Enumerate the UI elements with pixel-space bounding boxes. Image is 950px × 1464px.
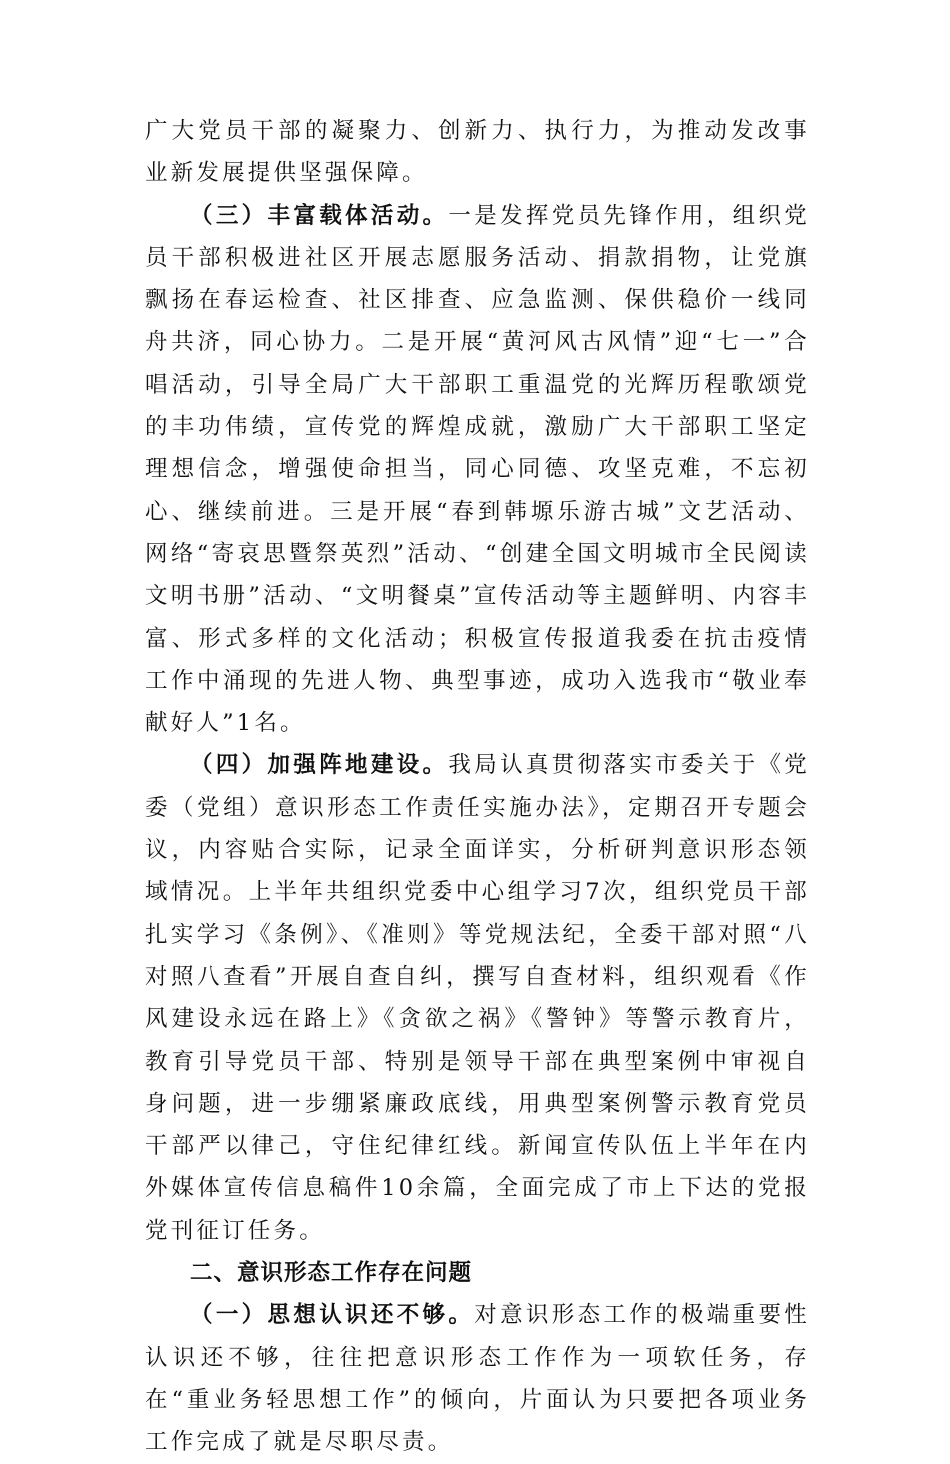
paragraph-lead: （三）丰富载体活动。: [190, 202, 449, 229]
paragraph-lead: （四）加强阵地建设。: [190, 752, 449, 779]
paragraph-text: 对意识形态工作的极端重要性认识还不够，往往把意识形态工作作为一项软任务，存在“重业务轻思想工作”的倾向，片面认为只要把各项业务工作完成了就是尽职尽责。: [145, 1302, 810, 1456]
paragraph-strengthen-positions: [145, 744, 810, 1252]
paragraph-text: 我局认真贯彻落实市委关于《党委（党组）意识形态工作责任实施办法》，定期召开专题会议，内容贴合实际，记录全面详实，分析研判意识形态领域情况。上半年共组织党委中心组学习7次，组织党员干部扎实学习《条例》、《准则》等党规法纪，全委干部对照“八对照八查看”开展自查自纠，撰写自查材料，组织观看《作风建设永远在路上》《贪欲之祸》《警钟》等警示教育片，教育引导党员干部、特别是领导干部在典型案例中审视自身问题，进一步绷紧廉政底线，用典型案例警示教育党员干部严以律己，守住纪律红线。新闻宣传队伍上半年在内外媒体宣传信息稿件10余篇，全面完成了市上下达的党报党刊征订任务。: [145, 752, 810, 1244]
paragraph-insufficient-awareness: [145, 1294, 810, 1463]
paragraph-continuation: [145, 110, 810, 195]
paragraph-enrich-activities: [145, 195, 810, 745]
paragraph-text: 一是发挥党员先锋作用，组织党员干部积极进社区开展志愿服务活动、捐款捐物，让党旗飘扬在春运检查、社区排查、应急监测、保供稳价一线同舟共济，同心协力。二是开展“黄河风古风情”迎“七一”合唱活动，引导全局广大干部职工重温党的光辉历程歌颂党的丰功伟绩，宣传党的辉煌成就，激励广大干部职工坚定理想信念，增强使命担当，同心同德、攻坚克难，不忘初心、继续前进。三是开展“春到韩塬乐游古城”文艺活动、网络“寄哀思暨祭英烈”活动、“创建全国文明城市全民阅读文明书册”活动、“文明餐桌”宣传活动等主题鲜明、内容丰富、形式多样的文化活动；积极宣传报道我委在抗击疫情工作中涌现的先进人物、典型事迹，成功入选我市“敬业奉献好人”1名。: [145, 202, 810, 737]
section-heading: 二、意识形态工作存在问题: [190, 1260, 473, 1287]
paragraph-lead: （一）思想认识还不够。: [190, 1302, 475, 1329]
paragraph-text: 广大党员干部的凝聚力、创新力、执行力，为推动发改事业新发展提供坚强保障。: [145, 118, 810, 187]
document-body: [145, 110, 810, 1464]
